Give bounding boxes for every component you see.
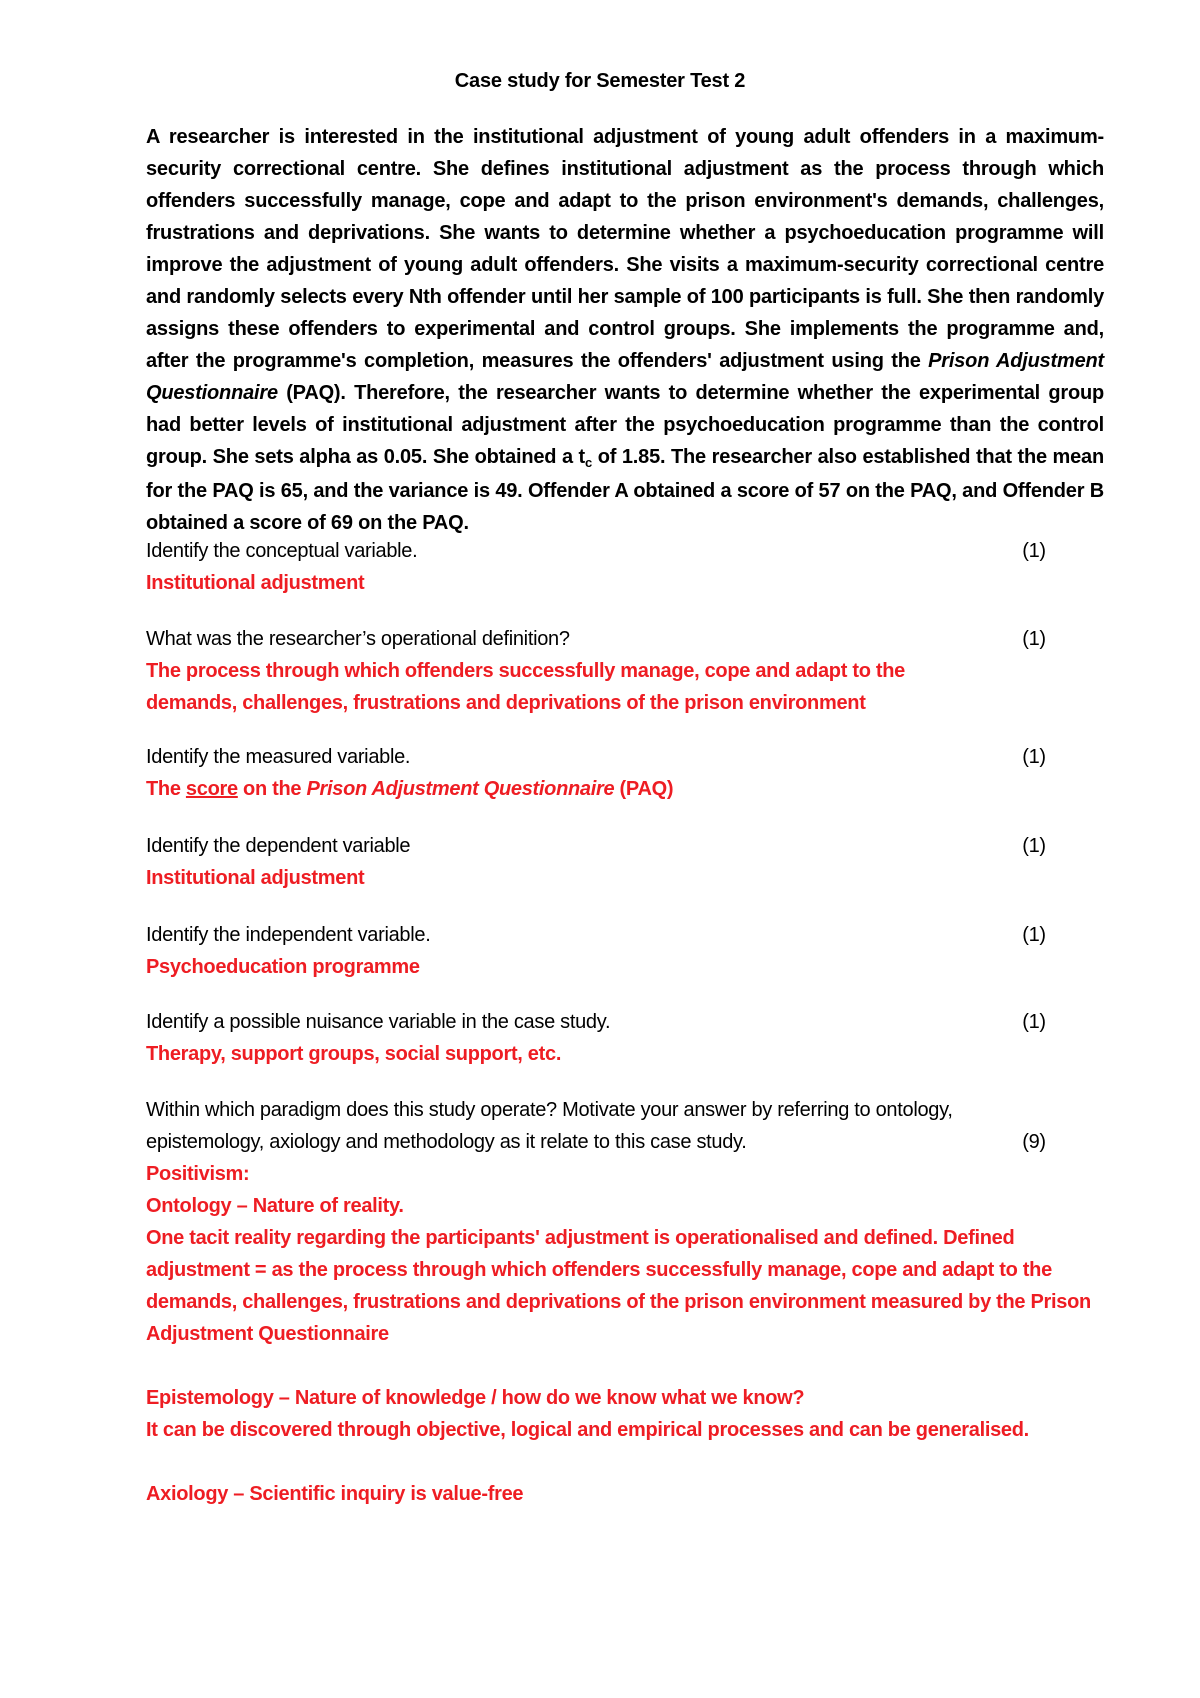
answer-line-2: demands, challenges, frustrations and deprivations of the prison environment xyxy=(146,692,866,714)
epistemology-body: It can be discovered through objective, logical and empirical processes and can be generalised. xyxy=(146,1419,1029,1441)
answer-part: (PAQ) xyxy=(614,778,674,800)
page-title: Case study for Semester Test 2 xyxy=(454,70,746,92)
answer-text: Psychoeducation programme xyxy=(146,956,420,978)
case-text-part-1: A researcher is interested in the institutional adjustment of young adult offenders in a maximum-security correctional centre. She defines institutional adjustment as the process through which offenders successfully manage, cope and adapt to the prison environment's demands, challenges, frustrations and deprivations. She wants to determine whether a psychoeducation programme will improve the adjustment of young adult offenders. She visits a maximum-security correctional centre and randomly selects every Nth offender until her sample of 100 participants is full. She then randomly assigns these offenders to experimental and control groups. She implements the programme and, after the programme's completion, measures the offenders' adjustment using the xyxy=(146,126,1104,372)
spacer xyxy=(146,1446,1104,1478)
ontology-heading: Ontology – Nature of reality. xyxy=(146,1195,404,1217)
question-text: Identify the measured variable. xyxy=(146,746,411,768)
answer-instrument-name: Prison Adjustment Questionnaire xyxy=(306,778,615,800)
case-text-part-3: of 1.85. The researcher also established that the mean for the PAQ is 65, and the variance is 49. Offender A obtained a score of 57 on the PAQ, and Offender B obtained a score of 69 on the PAQ. xyxy=(146,446,1104,534)
answer-part: The xyxy=(146,778,186,800)
question-marks: (1) xyxy=(1022,628,1046,650)
question-1 xyxy=(146,535,1104,599)
question-marks: (9) xyxy=(1022,1131,1046,1153)
answer-text xyxy=(146,773,1104,805)
question-text: Identify the independent variable. xyxy=(146,924,431,946)
question-marks: (1) xyxy=(1022,540,1046,562)
answer-text: Institutional adjustment xyxy=(146,867,365,889)
paradigm-answer: Positivism: xyxy=(146,1163,250,1185)
question-text: Identify the dependent variable xyxy=(146,835,411,857)
answer-line-1: The process through which offenders successfully manage, cope and adapt to the xyxy=(146,660,905,682)
question-text-line-1: Within which paradigm does this study operate? Motivate your answer by referring to ontology, xyxy=(146,1099,953,1121)
question-5 xyxy=(146,919,1104,983)
epistemology-heading: Epistemology – Nature of knowledge / how do we know what we know? xyxy=(146,1387,805,1409)
question-text: What was the researcher’s operational definition? xyxy=(146,628,570,650)
axiology-heading: Axiology – Scientific inquiry is value-free xyxy=(146,1483,524,1505)
question-4 xyxy=(146,830,1104,894)
answer-part: on the xyxy=(237,778,307,800)
ontology-body: One tacit reality regarding the participants' adjustment is operationalised and defined. Defined adjustment = as the process through which offenders successfully manage, cope and adapt to the demands, challenges, frustrations and deprivations of the prison environment measured by the Prison Adjustment Questionnaire xyxy=(146,1227,1091,1345)
case-study-paragraph xyxy=(146,121,1104,539)
question-text: Identify the conceptual variable. xyxy=(146,540,418,562)
question-6 xyxy=(146,1006,1104,1070)
case-text-part-2: (PAQ). Therefore, the researcher wants to determine whether the experimental group had better levels of institutional adjustment after the psychoeducation programme than the control group. She sets alpha as 0.05. She obtained a t xyxy=(146,382,1104,468)
question-3 xyxy=(146,741,1104,805)
answer-text: Therapy, support groups, social support, etc. xyxy=(146,1043,562,1065)
question-2 xyxy=(146,623,1104,719)
question-text-line-2: epistemology, axiology and methodology as it relate to this case study. xyxy=(146,1131,747,1153)
instrument-name: Prison Adjustment Questionnaire xyxy=(146,350,1104,404)
question-text: Identify a possible nuisance variable in the case study. xyxy=(146,1011,611,1033)
answer-text: Institutional adjustment xyxy=(146,572,365,594)
question-marks: (1) xyxy=(1022,1011,1046,1033)
question-marks: (1) xyxy=(1022,924,1046,946)
question-marks: (1) xyxy=(1022,835,1046,857)
question-7 xyxy=(146,1094,1104,1510)
t-subscript: c xyxy=(585,455,593,470)
spacer xyxy=(146,1350,1104,1382)
answer-underlined-word: score xyxy=(185,778,238,800)
question-marks: (1) xyxy=(1022,746,1046,768)
